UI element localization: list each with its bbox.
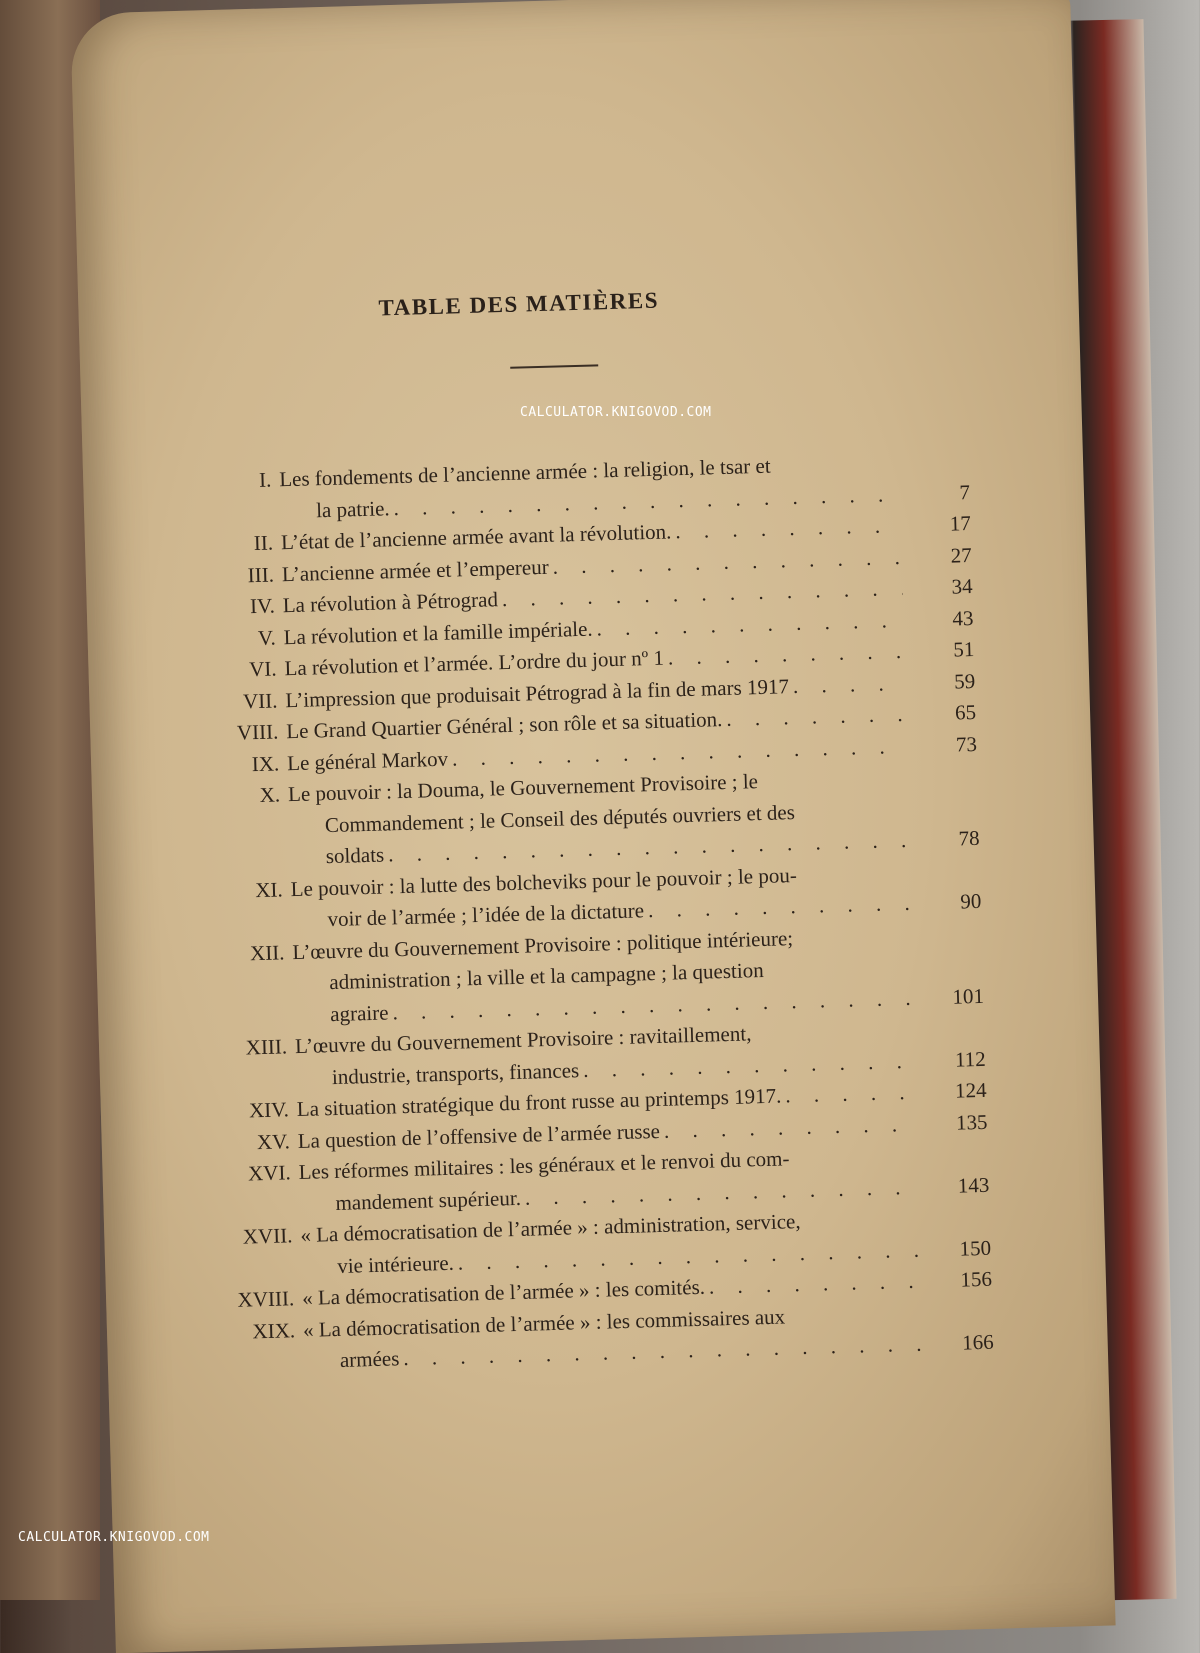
title-rule xyxy=(510,364,598,368)
chapter-title-line: mandement supérieur. xyxy=(335,1185,522,1215)
chapter-number: X. xyxy=(259,782,281,807)
chapter-title-line: vie intérieure. xyxy=(336,1250,455,1278)
chapter-number: II. xyxy=(253,530,274,556)
chapter-number: IV. xyxy=(249,593,276,619)
chapter-title-line: agraire xyxy=(329,999,389,1026)
chapter-title-line: La révolution et l’armée. L’ordre du jour nº 1 xyxy=(284,645,665,681)
chapter-title-line: L’état de l’ancienne armée avant la révolution. xyxy=(280,519,672,555)
chapter-title-line: L’œuvre du Gouvernement Provisoire : politique intérieure; xyxy=(292,925,794,964)
chapter-title-line: soldats xyxy=(325,842,385,869)
chapter-number: XIII. xyxy=(245,1034,288,1060)
page-number: 124 xyxy=(954,1077,987,1103)
chapter-number: IX. xyxy=(251,750,280,776)
chapter-title-line: administration ; la ville et la campagne ; la question xyxy=(328,957,764,995)
chapter-number: XII. xyxy=(249,939,285,965)
chapter-title-line: L’œuvre du Gouvernement Provisoire : ravitaillement, xyxy=(294,1021,752,1059)
watermark: CALCULATOR.KNIGOVOD.COM xyxy=(520,405,712,420)
chapter-title-line: Les fondements de l’ancienne armée : la religion, le tsar et xyxy=(278,453,771,492)
chapter-title-line: Commandement ; le Conseil des députés ouvriers et des xyxy=(324,799,796,837)
chapter-number: III. xyxy=(247,561,275,587)
chapter-title-line: Le pouvoir : la Douma, le Gouvernement Provisoire ; le xyxy=(287,769,759,807)
page-number: 43 xyxy=(952,605,974,631)
dot-leader xyxy=(785,1077,917,1112)
chapter-number: VI. xyxy=(248,656,277,682)
chapter-title-line: industrie, transports, finances xyxy=(331,1057,580,1089)
page-number: 51 xyxy=(952,636,975,662)
chapter-title-line: La situation stratégique du front russe au printemps 1917. xyxy=(296,1083,782,1122)
watermark: CALCULATOR.KNIGOVOD.COM xyxy=(18,1530,210,1545)
chapter-number: I. xyxy=(258,467,272,492)
chapter-number: XVI. xyxy=(247,1160,291,1186)
chapter-title-line: Le pouvoir : la lutte des bolcheviks pour le pouvoir ; le pou- xyxy=(290,862,798,901)
chapter-title-line: L’ancienne armée et l’empereur xyxy=(281,554,549,586)
page-number: 112 xyxy=(954,1046,987,1072)
chapter-number: VII. xyxy=(242,687,278,713)
chapter-title-line: La question de l’offensive de l’armée russe xyxy=(297,1118,661,1153)
chapter-title-line: la patrie. xyxy=(315,495,390,522)
chapter-title-line: armées xyxy=(339,1346,400,1372)
page-number: 166 xyxy=(961,1329,994,1355)
page-number: 34 xyxy=(951,573,973,599)
chapter-number: VIII. xyxy=(236,719,279,745)
chapter-title-line: Le Grand Quartier Général ; son rôle et sa situation. xyxy=(285,707,723,744)
page-title: TABLE DES MATIÈRES xyxy=(378,287,660,321)
dot-leader xyxy=(726,699,907,736)
chapter-title-line: Les réformes militaires : les généraux et le renvoi du com- xyxy=(298,1146,790,1185)
page-number: 156 xyxy=(960,1266,993,1292)
chapter-number: XI. xyxy=(254,876,284,902)
chapter-number: XVII. xyxy=(242,1223,293,1249)
page-number: 27 xyxy=(950,542,972,568)
page-number: 101 xyxy=(952,983,985,1009)
chapter-number: XIV. xyxy=(248,1097,290,1123)
page-number: 135 xyxy=(955,1109,988,1135)
chapter-title-line: « La démocratisation de l’armée » : administration, service, xyxy=(300,1209,801,1248)
page-number: 143 xyxy=(957,1172,990,1198)
page-number: 90 xyxy=(959,888,982,914)
page-number: 59 xyxy=(953,668,976,694)
page-number: 150 xyxy=(959,1235,992,1261)
chapter-title-line: « La démocratisation de l’armée » : les comités. xyxy=(301,1274,706,1310)
page-number: 78 xyxy=(958,825,980,851)
chapter-title-line: La révolution à Pétrograd xyxy=(282,587,499,618)
chapter-number: XIX. xyxy=(252,1317,296,1343)
page-number: 7 xyxy=(959,479,971,504)
page-number: 17 xyxy=(949,511,972,536)
page-number: 73 xyxy=(955,731,978,757)
book-page xyxy=(70,0,1115,1653)
chapter-number: XVIII. xyxy=(237,1286,295,1312)
chapter-title-line: voir de l’armée ; l’idée de la dictature xyxy=(327,898,645,932)
chapter-title-line: Le général Markov xyxy=(286,746,449,775)
page-number: 65 xyxy=(954,699,977,725)
dot-leader xyxy=(793,667,906,702)
table-of-contents xyxy=(163,445,994,1380)
chapter-title-line: L’impression que produisait Pétrograd à la fin de mars 1917 xyxy=(285,673,790,712)
chapter-title-line: La révolution et la famille impériale. xyxy=(283,616,593,649)
chapter-title-line: « La démocratisation de l’armée » : les commissaires aux xyxy=(302,1304,786,1342)
chapter-number: V. xyxy=(257,624,277,650)
chapter-number: XV. xyxy=(256,1128,291,1154)
